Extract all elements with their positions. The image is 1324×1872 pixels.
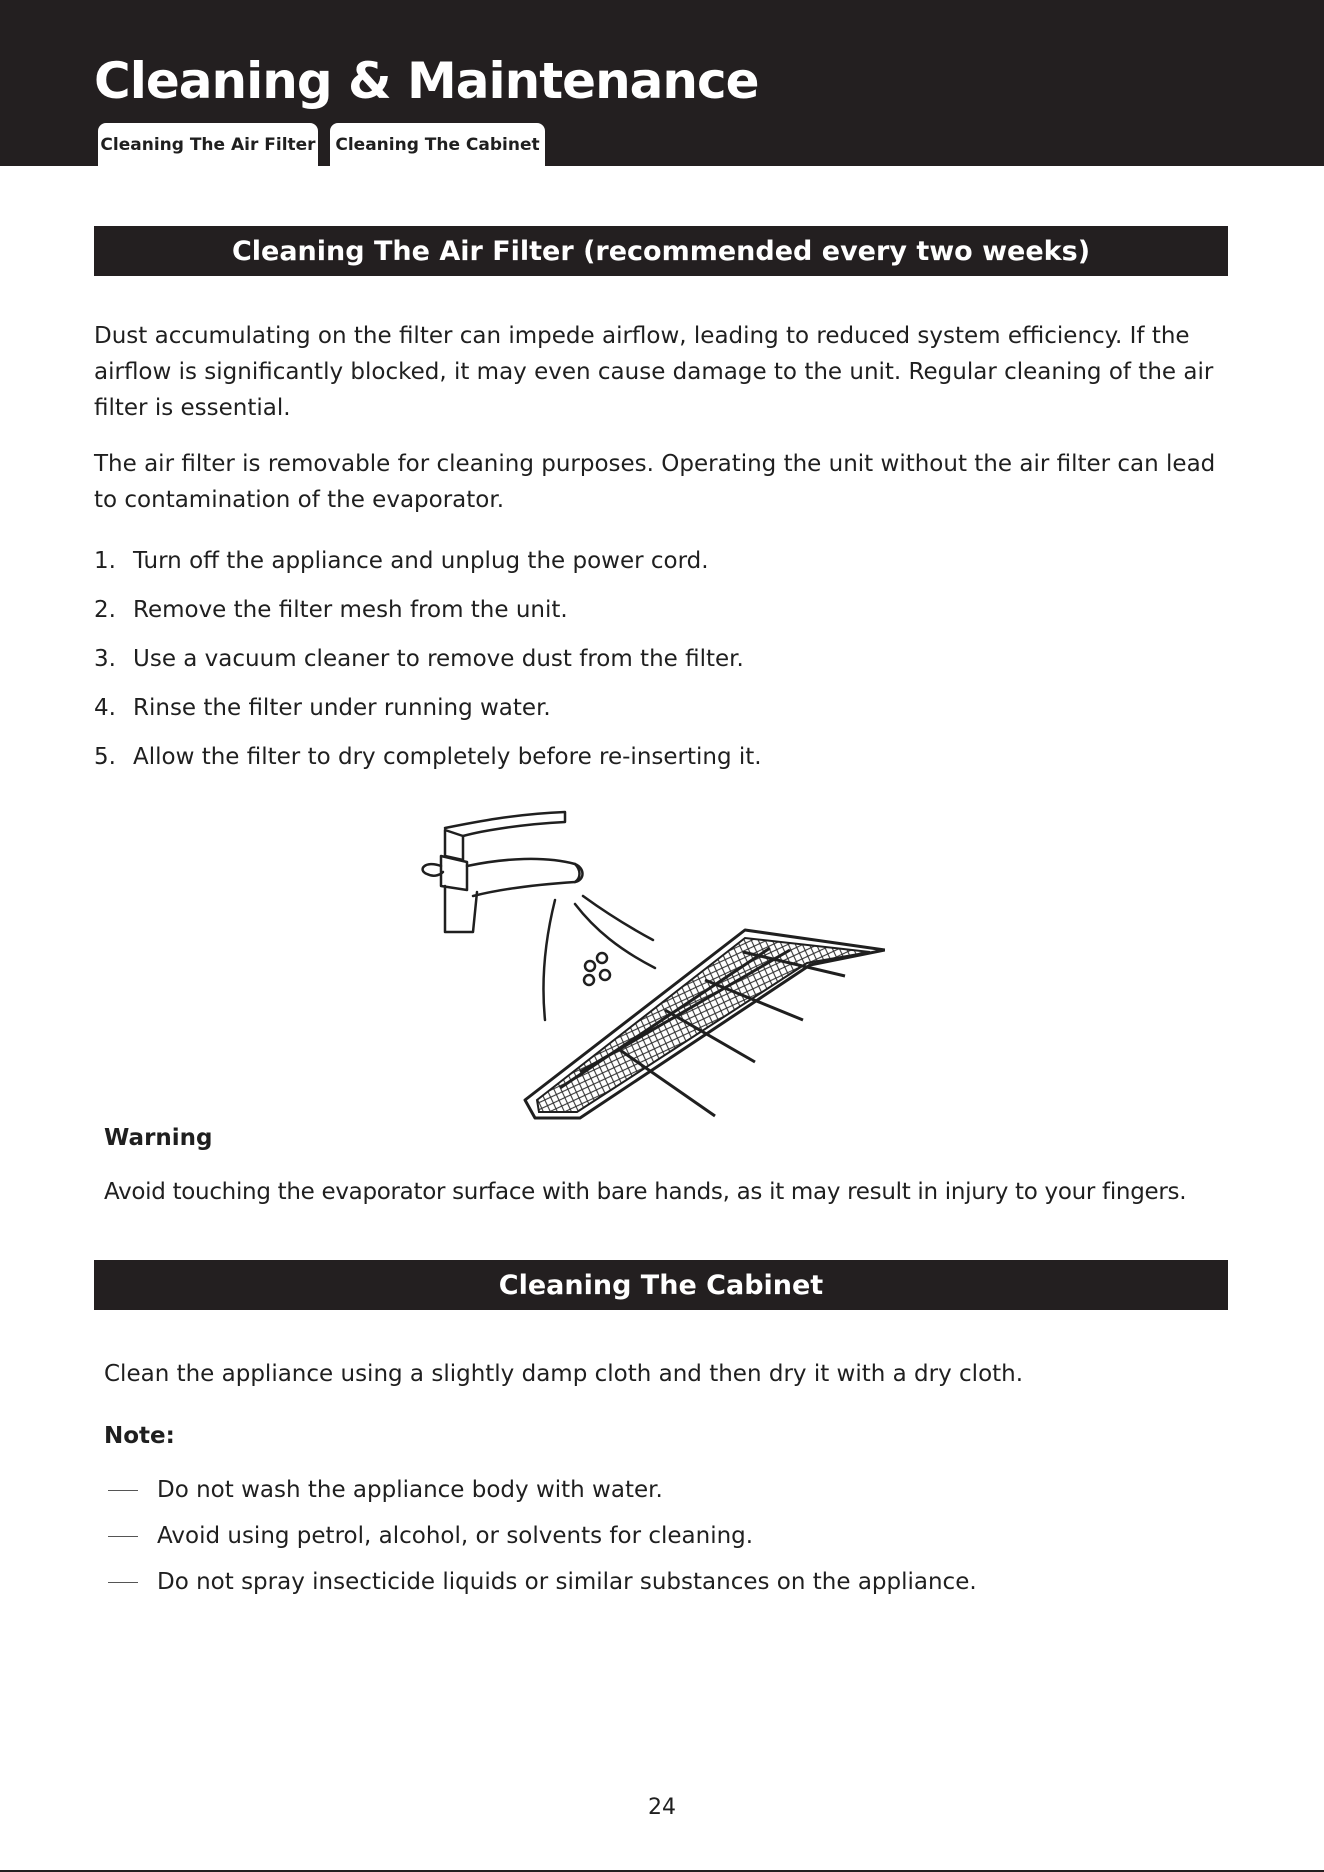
step-item: [94, 739, 762, 788]
step-item: [94, 592, 762, 641]
step-item: [94, 690, 762, 739]
tab-cleaning-air-filter[interactable]: Cleaning The Air Filter: [98, 123, 318, 166]
notes-list: [104, 1472, 977, 1610]
dash-icon: [108, 1490, 138, 1491]
step-number: 5.: [94, 744, 116, 770]
step-item: [94, 543, 762, 592]
air-filter-intro-paragraph: Dust accumulating on the filter can impede airflow, leading to reduced system efficiency. If the airflow is significantly blocked, it may even cause damage to the unit. Regular cleaning of the air filter is essential.: [94, 323, 1214, 421]
step-text: Turn off the appliance and unplug the power cord.: [133, 548, 709, 574]
note-text: Avoid using petrol, alcohol, or solvents for cleaning.: [157, 1523, 754, 1549]
air-filter-section-heading: Cleaning The Air Filter (recommended every two weeks): [94, 226, 1228, 276]
step-text: Remove the filter mesh from the unit.: [133, 597, 568, 623]
dash-icon: [108, 1536, 138, 1537]
tab-cleaning-cabinet[interactable]: Cleaning The Cabinet: [330, 123, 545, 166]
note-title: Note:: [104, 1423, 175, 1449]
dash-icon: [108, 1582, 138, 1583]
step-number: 3.: [94, 646, 116, 672]
air-filter-removable-paragraph: The air filter is removable for cleaning purposes. Operating the unit without the air filter can lead to contamination of the evaporator.: [94, 451, 1216, 513]
page-title: Cleaning & Maintenance: [94, 52, 759, 110]
note-text: Do not wash the appliance body with water.: [157, 1477, 663, 1503]
note-item: [104, 1564, 977, 1610]
note-item: [104, 1472, 977, 1518]
step-number: 1.: [94, 548, 116, 574]
step-item: [94, 641, 762, 690]
step-number: 4.: [94, 695, 116, 721]
page-number: 24: [648, 1795, 676, 1820]
step-text: Rinse the filter under running water.: [133, 695, 551, 721]
cabinet-section-heading: Cleaning The Cabinet: [94, 1260, 1228, 1310]
step-number: 2.: [94, 597, 116, 623]
note-text: Do not spray insecticide liquids or similar substances on the appliance.: [157, 1569, 977, 1595]
note-item: [104, 1518, 977, 1564]
warning-title: Warning: [104, 1125, 213, 1151]
cleaning-steps-list: [94, 543, 762, 788]
step-text: Allow the filter to dry completely before re-inserting it.: [133, 744, 762, 770]
cabinet-paragraph: Clean the appliance using a slightly damp cloth and then dry it with a dry cloth.: [104, 1361, 1024, 1387]
page-header: [0, 0, 1324, 166]
warning-text: Avoid touching the evaporator surface with bare hands, as it may result in injury to your fingers.: [104, 1179, 1187, 1205]
faucet-rinsing-filter-icon: [405, 800, 885, 1130]
step-text: Use a vacuum cleaner to remove dust from the filter.: [133, 646, 744, 672]
